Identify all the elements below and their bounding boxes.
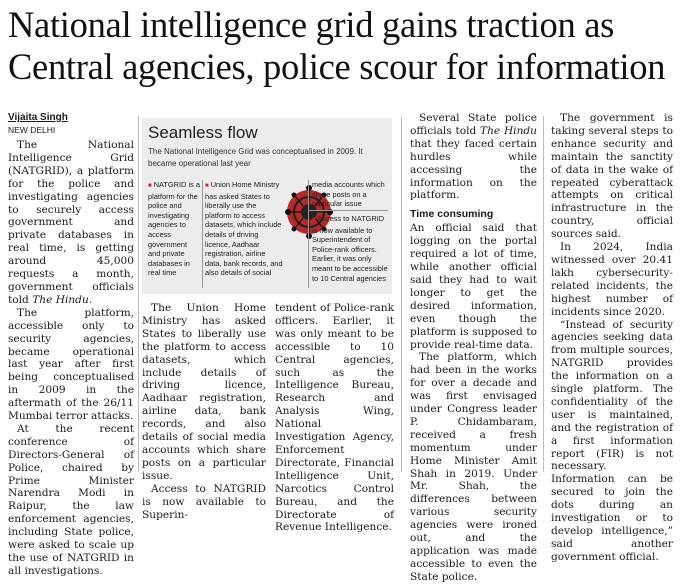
column-5 <box>551 112 673 564</box>
graphic-item: ■ NATGRID is a platform for the police and investigating agencies to access government and private databases in real time <box>148 180 200 278</box>
paragraph: The platform, which had been in the works for over a decade and was first envisaged under Congress leader P. Chidambaram, received a fresh momentum under Home Minister Amit Shah in 2019. Under Mr. Shah, the differences between various security agencies were ironed out, and the application was made accessible to even the State police. <box>410 351 537 583</box>
graphic-divider <box>308 180 309 288</box>
graphic-subtitle: The National Intelligence Grid was conceptualised in 2009. It became operational last year <box>148 147 363 168</box>
column-divider <box>138 116 139 472</box>
graphic-item: ■ Union Home Ministry has asked States to liberally use the platform to access datasets, which include details of driving licence, Aadhaar registration, airline data, bank records, and also details of social <box>205 180 283 278</box>
paragraph: In 2024, India witnessed over 20.41 lakh cybersecurity-related incidents, the highest number of incidents since 2020. <box>551 241 673 318</box>
info-graphic <box>142 118 392 294</box>
subhead: Time consuming <box>410 208 494 221</box>
paragraph: Several State police officials told The Hindu that they faced certain hurdles while accessing the information on the platform. <box>410 112 537 202</box>
paragraph: The National Intelligence Grid (NATGRID), a platform for the police and investigating agencies to securely access government and private databases in real time, is getting around 45,000 requests a month, government officials told The Hindu. <box>8 139 134 306</box>
paragraph: The Union Home Ministry has asked States to liberally use the platform to access datasets, which include details of driving licence, Aadhaar registration, airline data, bank records, and also details of social media accounts which share posts on a particular issue. <box>142 302 266 482</box>
paragraph: tendent of Police-rank officers. Earlier, it was only meant to be accessible to 10 Central agencies, such as the Intelligence Bureau, Research and Analysis Wing, National Investigation Agency, Enforcement Directorate, Financial Intelligence Unit, Narcotics Control Bureau, and the Directorate of Revenue Intelligence. <box>275 302 394 534</box>
graphic-item: media accounts which share posts on a particular issue <box>312 180 385 209</box>
bullet-icon: ■ <box>205 183 209 189</box>
column-4 <box>410 112 537 584</box>
bullet-icon: ■ <box>148 183 152 189</box>
author-byline[interactable]: Vijaita Singh <box>8 112 68 123</box>
paragraph: An official said that logging on the portal required a lot of time, while another official said they had to wait longer to get the desired information, even though the platform is supposed to provide real-time data. <box>410 222 537 351</box>
column-3 <box>275 302 394 534</box>
bullet-icon: ■ <box>312 217 316 223</box>
column-divider <box>401 116 402 472</box>
graphic-title: Seamless flow <box>148 123 258 142</box>
column-divider <box>543 116 544 472</box>
dateline: NEW DELHI <box>8 125 56 135</box>
paragraph: At the recent conference of Directors-General of Police, chaired by Prime Minister Narendra Modi in Raipur, the law enforcement agencies, including State police, were asked to scale up the use of NATGRID in all investigations. <box>8 422 134 577</box>
headline: National intelligence grid gains traction as Central agencies, police scour for information <box>8 4 666 87</box>
column-1 <box>8 112 134 578</box>
paragraph: Access to NATGRID is now available to Superin- <box>142 482 266 521</box>
paragraph: The government is taking several steps to enhance security and maintain the sanctity of data in the wake of repeated cyberattack attempts on critical infrastructure in the country, official sources said. <box>551 112 673 241</box>
graphic-item: ■ Access to NATGRID is now available to Superintendent of Police-rank officers. Earlier, it was only meant to be accessible to 10 Central agencies <box>312 214 388 283</box>
paragraph: “Instead of security agencies seeking data from multiple sources, NATGRID provides the information on a single platform. The confidentiality of the user is maintained, and the registration of a first information report (FIR) is not necessary. Information can be secured to join the dots during an investigation or to develop intelligence,” said another government official. <box>551 318 673 563</box>
graphic-divider <box>308 210 388 211</box>
graphic-divider <box>202 180 203 288</box>
paragraph: The platform, accessible only to security agencies, became operational last year after first being conceptualised in 2009 in the aftermath of the 26/11 Mumbai terror attacks. <box>8 306 134 423</box>
column-2 <box>142 302 266 521</box>
